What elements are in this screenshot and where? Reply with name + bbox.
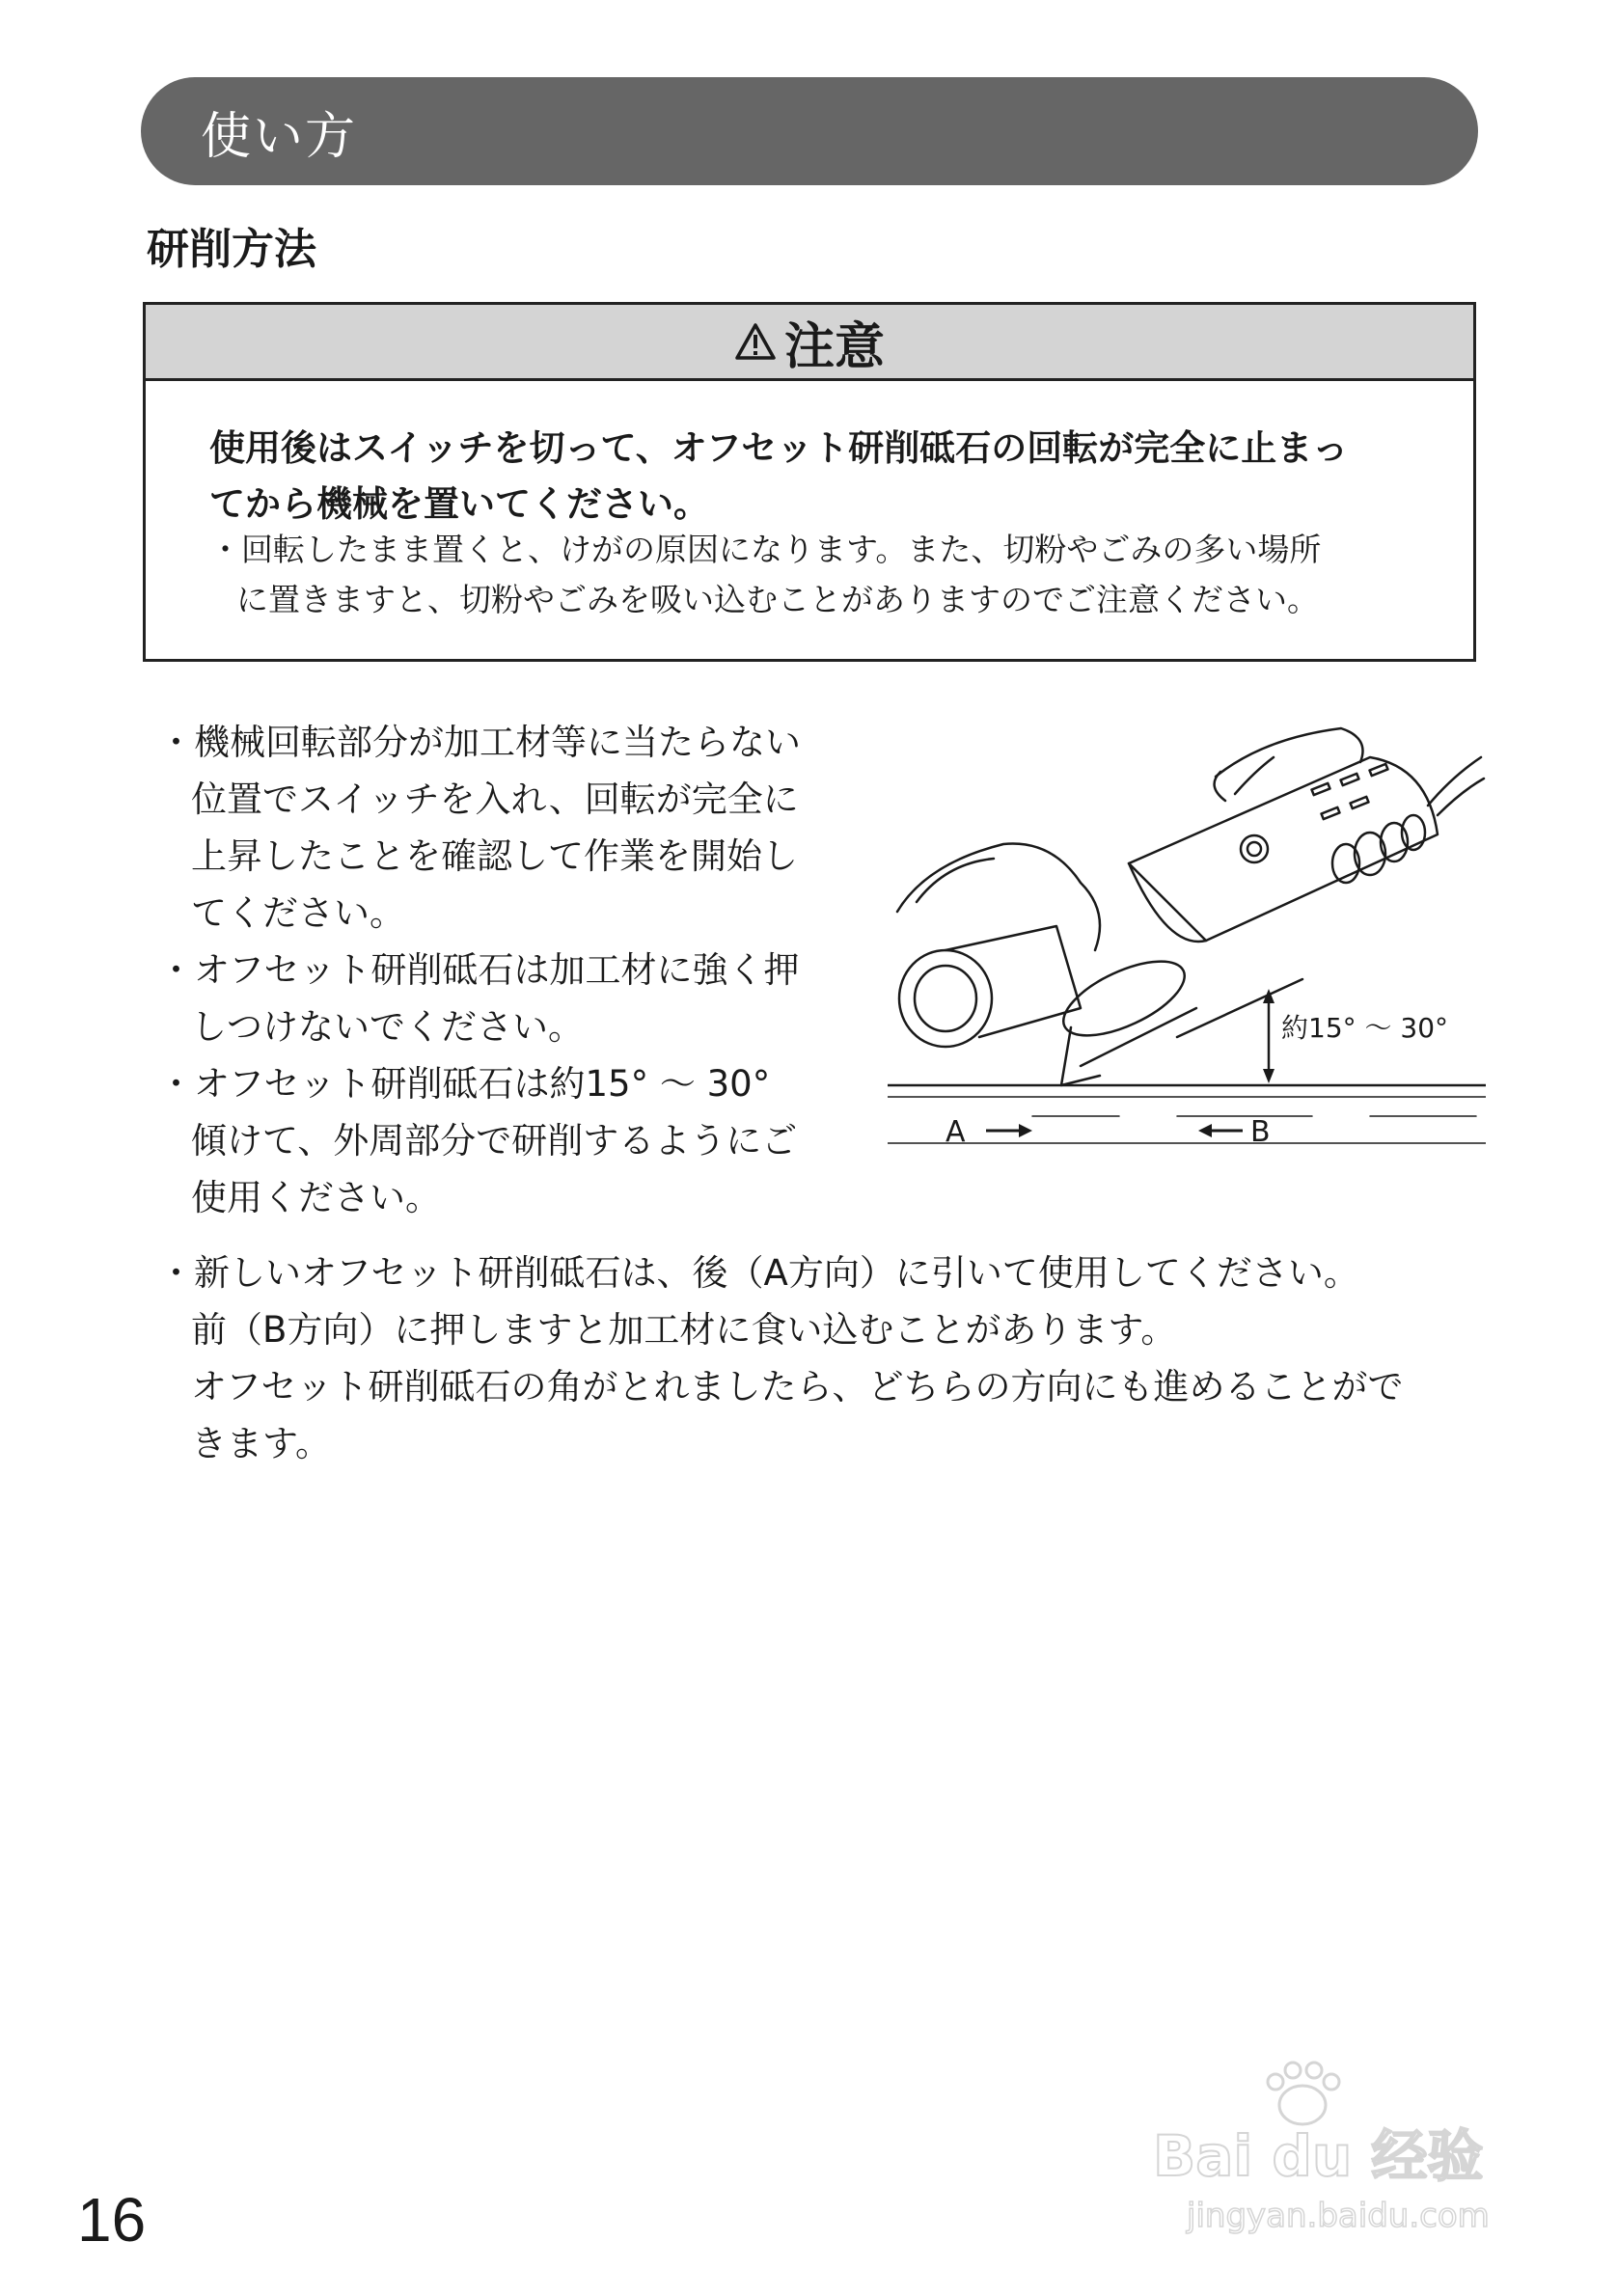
caution-note-line: に置きますと、切粉やごみを吸い込むことがありますのでご注意ください。 bbox=[236, 581, 1319, 618]
grinder-illustration bbox=[888, 719, 1486, 1172]
caution-note-line: ・回転したまま置くと、けがの原因になります。また、切粉やごみの多い場所 bbox=[209, 531, 1322, 568]
bullet-line: 使用ください。 bbox=[191, 1177, 441, 1218]
instruction-bullet bbox=[158, 1055, 853, 1226]
page-title: 使い方 bbox=[201, 107, 358, 166]
watermark-url: jingyan.baidu.com bbox=[1187, 2197, 1490, 2235]
caution-main-line: てから機械を置いてください。 bbox=[209, 483, 709, 525]
direction-label-a: A bbox=[946, 1115, 966, 1149]
caution-header bbox=[146, 305, 1473, 381]
bullet-line: 傾けて、外周部分で研削するようにご bbox=[191, 1120, 798, 1162]
bullet-line: ・オフセット研削砥石は約15° ～ 30° bbox=[158, 1063, 771, 1105]
caution-box bbox=[143, 302, 1476, 662]
bullet-line: 位置でスイッチを入れ、回転が完全に bbox=[191, 779, 799, 820]
caution-note bbox=[209, 525, 1444, 625]
caution-title: 注意 bbox=[783, 317, 885, 376]
bullet-line: ・機械回転部分が加工材等に当たらない bbox=[158, 722, 801, 763]
instruction-list-left bbox=[158, 714, 853, 1226]
warning-triangle-icon bbox=[734, 322, 777, 361]
bullet-line: ・新しいオフセット研削砥石は、後（A方向）に引いて使用してください。 bbox=[158, 1252, 1359, 1294]
bullet-line: ・オフセット研削砥石は加工材に強く押 bbox=[158, 949, 800, 991]
bullet-line: オフセット研削砥石の角がとれましたら、どちらの方向にも進めることがで bbox=[191, 1366, 1404, 1408]
section-header-bar bbox=[141, 77, 1478, 185]
instruction-bullet-full bbox=[158, 1244, 1490, 1472]
page-number: 16 bbox=[77, 2185, 147, 2255]
angle-label: 約15° ～ 30° bbox=[1281, 1012, 1449, 1044]
watermark-text: Bai du 经验 bbox=[1153, 2123, 1484, 2189]
bullet-line: てください。 bbox=[191, 892, 405, 934]
instruction-bullet bbox=[158, 714, 853, 942]
bullet-line: 前（B方向）に押しますと加工材に食い込むことがあります。 bbox=[191, 1309, 1177, 1351]
caution-main-line: 使用後はスイッチを切って、オフセット研削砥石の回転が完全に止まっ bbox=[209, 427, 1349, 469]
bullet-line: 上昇したことを確認して作業を開始し bbox=[191, 835, 798, 877]
instruction-bullet bbox=[158, 942, 853, 1055]
baidu-watermark bbox=[1148, 2045, 1544, 2238]
bullet-line: きます。 bbox=[191, 1423, 332, 1464]
caution-main-text bbox=[209, 421, 1425, 533]
direction-label-b: B bbox=[1250, 1115, 1271, 1149]
section-subheading: 研削方法 bbox=[147, 225, 316, 274]
bullet-line: しつけないでください。 bbox=[191, 1006, 584, 1048]
